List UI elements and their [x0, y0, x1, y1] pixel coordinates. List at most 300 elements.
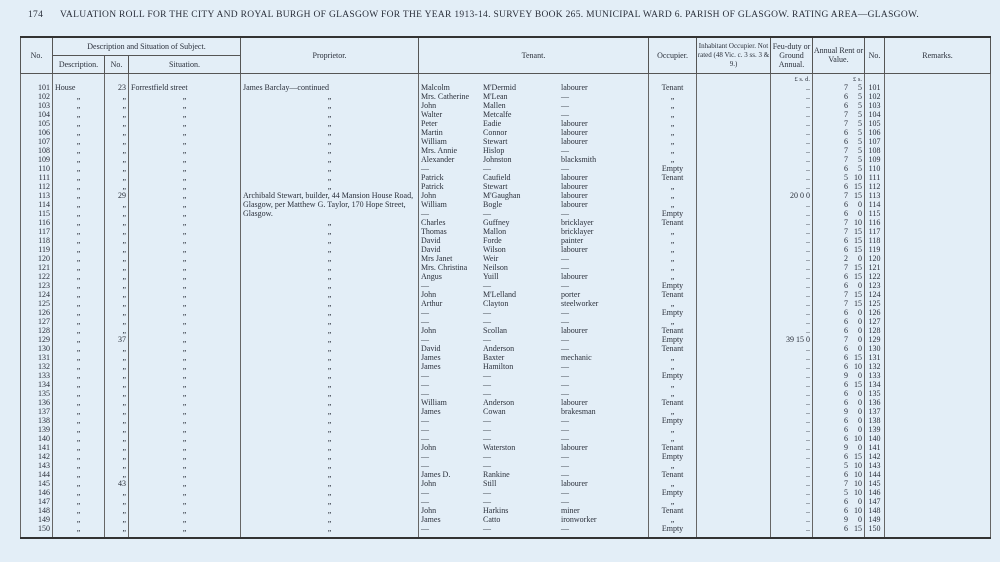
rent-pounds: 7: [844, 154, 848, 164]
rent-pounds: 6: [844, 181, 848, 191]
row-number-right: 105: [865, 119, 885, 128]
tenant-cell: [419, 317, 649, 326]
tenant-cell: [419, 218, 649, 227]
occupier-cell: „: [649, 200, 697, 209]
tenant-cell: [419, 461, 649, 470]
tenant-surname: Guffney: [483, 217, 510, 227]
tenant-first-name: —: [421, 388, 429, 398]
occupier-cell: „: [649, 92, 697, 101]
rent-shillings: 10: [854, 478, 862, 488]
rent-shillings: 0: [858, 406, 862, 416]
street-number-cell: „: [105, 155, 129, 164]
occupier-cell: Tenant: [649, 173, 697, 182]
rent-shillings: 0: [858, 334, 862, 344]
tenant-entry: [421, 119, 646, 128]
occupier-cell: „: [649, 254, 697, 263]
feu-duty-cell: ..: [771, 524, 813, 538]
tenant-first-name: John: [421, 190, 437, 200]
remarks-cell: [885, 425, 991, 434]
situation-cell: „: [129, 434, 241, 443]
inhabitant-occupier-cell: [697, 281, 771, 290]
tenant-surname: Yuill: [483, 271, 499, 281]
occupier-cell: „: [649, 515, 697, 524]
annual-rent-cell: [813, 515, 865, 524]
feu-duty-cell: ..: [771, 488, 813, 497]
feu-duty-cell: ..: [771, 119, 813, 128]
table-row: [21, 173, 991, 182]
row-number: 133: [21, 371, 53, 380]
rent-shillings: 15: [854, 235, 862, 245]
tenant-entry: [421, 479, 646, 488]
row-number-right: 110: [865, 164, 885, 173]
tenant-entry: [421, 137, 646, 146]
inhabitant-occupier-cell: [697, 110, 771, 119]
rent-pounds: 6: [844, 361, 848, 371]
occupier-cell: „: [649, 362, 697, 371]
annual-rent-cell: [813, 434, 865, 443]
tenant-surname: Johnston: [483, 154, 512, 164]
proprietor-cell: „: [241, 461, 419, 470]
tenant-entry: [421, 497, 646, 506]
tenant-occupation: —: [561, 496, 569, 506]
tenant-cell: [419, 272, 649, 281]
tenant-first-name: Charles: [421, 217, 446, 227]
rent-pounds: 6: [844, 415, 848, 425]
rent-shillings: 15: [854, 298, 862, 308]
feu-duty-cell: ..: [771, 326, 813, 335]
rent-pounds: 6: [844, 316, 848, 326]
remarks-cell: [885, 290, 991, 299]
tenant-surname: —: [483, 370, 491, 380]
remarks-cell: [885, 362, 991, 371]
proprietor-cell: „: [241, 182, 419, 191]
rent-shillings: 0: [858, 307, 862, 317]
tenant-occupation: miner: [561, 505, 580, 515]
table-row: [21, 245, 991, 254]
proprietor-cell: „: [241, 452, 419, 461]
row-number-right: 130: [865, 344, 885, 353]
description-cell: „: [53, 191, 105, 200]
row-number-right: 115: [865, 209, 885, 218]
feu-duty-cell: ..: [771, 83, 813, 92]
table-row: [21, 218, 991, 227]
row-number-right: 133: [865, 371, 885, 380]
annual-rent-cell: [813, 164, 865, 173]
proprietor-cell: „: [241, 164, 419, 173]
annual-rent-cell: [813, 371, 865, 380]
description-cell: „: [53, 497, 105, 506]
annual-rent-cell: [813, 389, 865, 398]
row-number: 140: [21, 434, 53, 443]
tenant-occupation: —: [561, 109, 569, 119]
feu-duty-cell: ..: [771, 407, 813, 416]
row-number: 142: [21, 452, 53, 461]
description-cell: „: [53, 488, 105, 497]
valuation-table: [20, 36, 991, 539]
proprietor-cell: „: [241, 425, 419, 434]
feu-duty-cell: ..: [771, 92, 813, 101]
tenant-first-name: Martin: [421, 127, 443, 137]
annual-rent-cell: [813, 272, 865, 281]
rent-pounds: 6: [844, 469, 848, 479]
occupier-cell: „: [649, 353, 697, 362]
annual-rent-cell: [813, 461, 865, 470]
tenant-occupation: labourer: [561, 244, 588, 254]
proprietor-cell: „: [241, 443, 419, 452]
occupier-cell: „: [649, 128, 697, 137]
occupier-cell: „: [649, 146, 697, 155]
proprietor-cell: „: [241, 272, 419, 281]
tenant-occupation: —: [561, 523, 569, 533]
feu-duty-cell: ..: [771, 479, 813, 488]
situation-cell: „: [129, 137, 241, 146]
row-number-right: 144: [865, 470, 885, 479]
annual-rent-cell: [813, 83, 865, 92]
inhabitant-occupier-cell: [697, 515, 771, 524]
table-row: [21, 128, 991, 137]
tenant-first-name: William: [421, 199, 447, 209]
tenant-occupation: painter: [561, 235, 584, 245]
tenant-first-name: David: [421, 244, 441, 254]
rent-shillings: 10: [854, 460, 862, 470]
proprietor-cell: „: [241, 470, 419, 479]
street-number-cell: „: [105, 146, 129, 155]
street-number-cell: „: [105, 353, 129, 362]
tenant-first-name: John: [421, 100, 437, 110]
inhabitant-occupier-cell: [697, 443, 771, 452]
row-number-right: 124: [865, 290, 885, 299]
tenant-cell: [419, 452, 649, 461]
rent-pounds: 6: [844, 271, 848, 281]
tenant-occupation: —: [561, 433, 569, 443]
row-number: 147: [21, 497, 53, 506]
tenant-occupation: —: [561, 91, 569, 101]
tenant-occupation: —: [561, 307, 569, 317]
table-row: [21, 290, 991, 299]
inhabitant-occupier-cell: [697, 344, 771, 353]
remarks-cell: [885, 353, 991, 362]
table-row: [21, 236, 991, 245]
tenant-first-name: William: [421, 397, 447, 407]
tenant-entry: [421, 317, 646, 326]
feu-duty-cell: ..: [771, 200, 813, 209]
rent-pounds: 6: [844, 352, 848, 362]
tenant-entry: [421, 380, 646, 389]
row-number-right: 141: [865, 443, 885, 452]
tenant-occupation: labourer: [561, 442, 588, 452]
street-number-cell: „: [105, 92, 129, 101]
tenant-cell: [419, 398, 649, 407]
tenant-occupation: bricklayer: [561, 226, 594, 236]
tenant-entry: [421, 128, 646, 137]
row-number-right: 129: [865, 335, 885, 344]
tenant-cell: [419, 137, 649, 146]
feu-duty-units: £ s. d.: [771, 73, 813, 83]
tenant-entry: [421, 110, 646, 119]
inhabitant-occupier-cell: [697, 488, 771, 497]
table-row: [21, 308, 991, 317]
proprietor-cell: „: [241, 524, 419, 538]
street-number-cell: „: [105, 227, 129, 236]
inhabitant-occupier-cell: [697, 128, 771, 137]
tenant-cell: [419, 227, 649, 236]
proprietor-cell: „: [241, 110, 419, 119]
inhabitant-occupier-cell: [697, 470, 771, 479]
occupier-cell: Empty: [649, 209, 697, 218]
situation-cell: „: [129, 218, 241, 227]
situation-cell: „: [129, 470, 241, 479]
situation-cell: „: [129, 425, 241, 434]
feu-duty-cell: ..: [771, 155, 813, 164]
street-number-cell: „: [105, 119, 129, 128]
tenant-first-name: David: [421, 235, 441, 245]
situation-cell: „: [129, 281, 241, 290]
units-spacer: [129, 73, 241, 83]
tenant-occupation: labourer: [561, 82, 588, 92]
row-number-right: 134: [865, 380, 885, 389]
table-row: [21, 299, 991, 308]
row-number: 144: [21, 470, 53, 479]
situation-cell: Forrestfield street: [129, 83, 241, 92]
tenant-first-name: —: [421, 460, 429, 470]
annual-rent-cell: [813, 137, 865, 146]
row-number-right: 128: [865, 326, 885, 335]
tenant-occupation: steelworker: [561, 298, 599, 308]
rent-shillings: 10: [854, 487, 862, 497]
tenant-first-name: James D.: [421, 469, 451, 479]
feu-duty-cell: ..: [771, 263, 813, 272]
situation-cell: „: [129, 326, 241, 335]
remarks-cell: [885, 245, 991, 254]
tenant-cell: [419, 173, 649, 182]
feu-duty-cell: ..: [771, 227, 813, 236]
description-cell: „: [53, 398, 105, 407]
tenant-first-name: James: [421, 406, 441, 416]
situation-cell: „: [129, 479, 241, 488]
rent-shillings: 15: [854, 523, 862, 533]
street-number-cell: „: [105, 101, 129, 110]
situation-cell: „: [129, 128, 241, 137]
proprietor-cell: „: [241, 254, 419, 263]
tenant-entry: [421, 308, 646, 317]
row-number-right: 137: [865, 407, 885, 416]
table-row: [21, 101, 991, 110]
remarks-cell: [885, 200, 991, 209]
rent-pounds: 7: [844, 226, 848, 236]
inhabitant-occupier-cell: [697, 389, 771, 398]
tenant-surname: Anderson: [483, 397, 515, 407]
row-number: 104: [21, 110, 53, 119]
feu-duty-cell: ..: [771, 452, 813, 461]
occupier-cell: Empty: [649, 524, 697, 538]
row-number-right: 109: [865, 155, 885, 164]
occupier-cell: Empty: [649, 371, 697, 380]
tenant-occupation: —: [561, 451, 569, 461]
feu-duty-cell: ..: [771, 254, 813, 263]
rent-shillings: 0: [858, 199, 862, 209]
inhabitant-occupier-cell: [697, 209, 771, 218]
description-cell: „: [53, 173, 105, 182]
tenant-first-name: —: [421, 334, 429, 344]
description-cell: „: [53, 290, 105, 299]
tenant-surname: Stewart: [483, 136, 508, 146]
tenant-surname: —: [483, 307, 491, 317]
tenant-occupation: labourer: [561, 172, 588, 182]
tenant-cell: [419, 506, 649, 515]
tenant-surname: M'Dermid: [483, 82, 516, 92]
tenant-entry: [421, 524, 646, 533]
inhabitant-occupier-cell: [697, 164, 771, 173]
units-spacer: [241, 73, 419, 83]
row-number-right: 102: [865, 92, 885, 101]
feu-duty-cell: ..: [771, 506, 813, 515]
tenant-entry: [421, 173, 646, 182]
tenant-cell: [419, 362, 649, 371]
table-row: [21, 281, 991, 290]
proprietor-cell: „: [241, 344, 419, 353]
tenant-entry: [421, 155, 646, 164]
street-number-cell: „: [105, 389, 129, 398]
tenant-first-name: —: [421, 487, 429, 497]
proprietor-cell: „: [241, 362, 419, 371]
rent-pounds: 6: [844, 343, 848, 353]
tenant-occupation: —: [561, 100, 569, 110]
tenant-surname: M'Lean: [483, 91, 508, 101]
annual-rent-cell: [813, 254, 865, 263]
tenant-cell: [419, 497, 649, 506]
proprietor-cell: „: [241, 263, 419, 272]
feu-duty-cell: ..: [771, 308, 813, 317]
feu-duty-cell: ..: [771, 434, 813, 443]
proprietor-cell: „: [241, 173, 419, 182]
remarks-cell: [885, 326, 991, 335]
description-cell: „: [53, 416, 105, 425]
tenant-entry: [421, 353, 646, 362]
row-number-right: 135: [865, 389, 885, 398]
table-row: [21, 110, 991, 119]
street-number-cell: „: [105, 245, 129, 254]
remarks-cell: [885, 83, 991, 92]
row-number-right: 125: [865, 299, 885, 308]
proprietor-cell: „: [241, 92, 419, 101]
tenant-first-name: —: [421, 433, 429, 443]
tenant-surname: Eadie: [483, 118, 502, 128]
tenant-surname: —: [483, 415, 491, 425]
remarks-cell: [885, 398, 991, 407]
feu-duty-cell: ..: [771, 173, 813, 182]
description-cell: „: [53, 461, 105, 470]
proprietor-cell: „: [241, 281, 419, 290]
row-number: 136: [21, 398, 53, 407]
rent-pounds: 6: [844, 388, 848, 398]
rent-shillings: 15: [854, 190, 862, 200]
feu-duty-cell: ..: [771, 398, 813, 407]
street-number-cell: „: [105, 398, 129, 407]
rent-pounds: 7: [844, 118, 848, 128]
row-number: 117: [21, 227, 53, 236]
row-number: 138: [21, 416, 53, 425]
description-cell: „: [53, 128, 105, 137]
street-number-cell: „: [105, 326, 129, 335]
rent-shillings: 15: [854, 181, 862, 191]
inhabitant-occupier-cell: [697, 335, 771, 344]
proprietor-cell: „: [241, 380, 419, 389]
tenant-surname: Clayton: [483, 298, 509, 308]
row-number-right: 113: [865, 191, 885, 200]
annual-rent-cell: [813, 209, 865, 218]
occupier-cell: Empty: [649, 164, 697, 173]
annual-rent-cell: [813, 452, 865, 461]
row-number-right: 138: [865, 416, 885, 425]
remarks-cell: [885, 371, 991, 380]
table-row: [21, 191, 991, 200]
description-cell: „: [53, 506, 105, 515]
rent-pounds: 9: [844, 514, 848, 524]
remarks-cell: [885, 488, 991, 497]
rent-pounds: 9: [844, 406, 848, 416]
situation-cell: „: [129, 236, 241, 245]
tenant-first-name: —: [421, 280, 429, 290]
remarks-cell: [885, 227, 991, 236]
row-number-right: 111: [865, 173, 885, 182]
description-cell: „: [53, 155, 105, 164]
row-number: 103: [21, 101, 53, 110]
proprietor-cell: „: [241, 506, 419, 515]
row-number-right: 107: [865, 137, 885, 146]
inhabitant-occupier-cell: [697, 101, 771, 110]
remarks-cell: [885, 434, 991, 443]
occupier-cell: „: [649, 236, 697, 245]
tenant-entry: [421, 416, 646, 425]
row-number: 110: [21, 164, 53, 173]
annual-rent-cell: [813, 182, 865, 191]
tenant-cell: [419, 146, 649, 155]
feu-duty-cell: ..: [771, 416, 813, 425]
row-number: 107: [21, 137, 53, 146]
proprietor-cell: James Barclay—continued: [241, 83, 419, 92]
tenant-occupation: labourer: [561, 271, 588, 281]
annual-rent-cell: [813, 119, 865, 128]
table-row: [21, 254, 991, 263]
street-number-cell: „: [105, 272, 129, 281]
description-cell: „: [53, 389, 105, 398]
tenant-first-name: James: [421, 352, 441, 362]
tenant-surname: —: [483, 334, 491, 344]
rent-shillings: 0: [858, 208, 862, 218]
street-number-cell: „: [105, 443, 129, 452]
units-spacer: [697, 73, 771, 83]
description-cell: „: [53, 371, 105, 380]
inhabitant-occupier-cell: [697, 497, 771, 506]
tenant-first-name: Mrs. Christina: [421, 262, 468, 272]
tenant-first-name: Mrs. Annie: [421, 145, 457, 155]
description-cell: „: [53, 335, 105, 344]
header-no: No.: [21, 37, 53, 73]
header-description: Description.: [53, 55, 105, 73]
table-row: [21, 146, 991, 155]
street-number-cell: 23: [105, 83, 129, 92]
remarks-cell: [885, 254, 991, 263]
tenant-occupation: labourer: [561, 190, 588, 200]
proprietor-cell: „: [241, 497, 419, 506]
row-number: 109: [21, 155, 53, 164]
tenant-cell: [419, 110, 649, 119]
street-number-cell: 37: [105, 335, 129, 344]
units-spacer: [105, 73, 129, 83]
rent-shillings: 15: [854, 352, 862, 362]
row-number: 143: [21, 461, 53, 470]
rent-shillings: 0: [858, 316, 862, 326]
